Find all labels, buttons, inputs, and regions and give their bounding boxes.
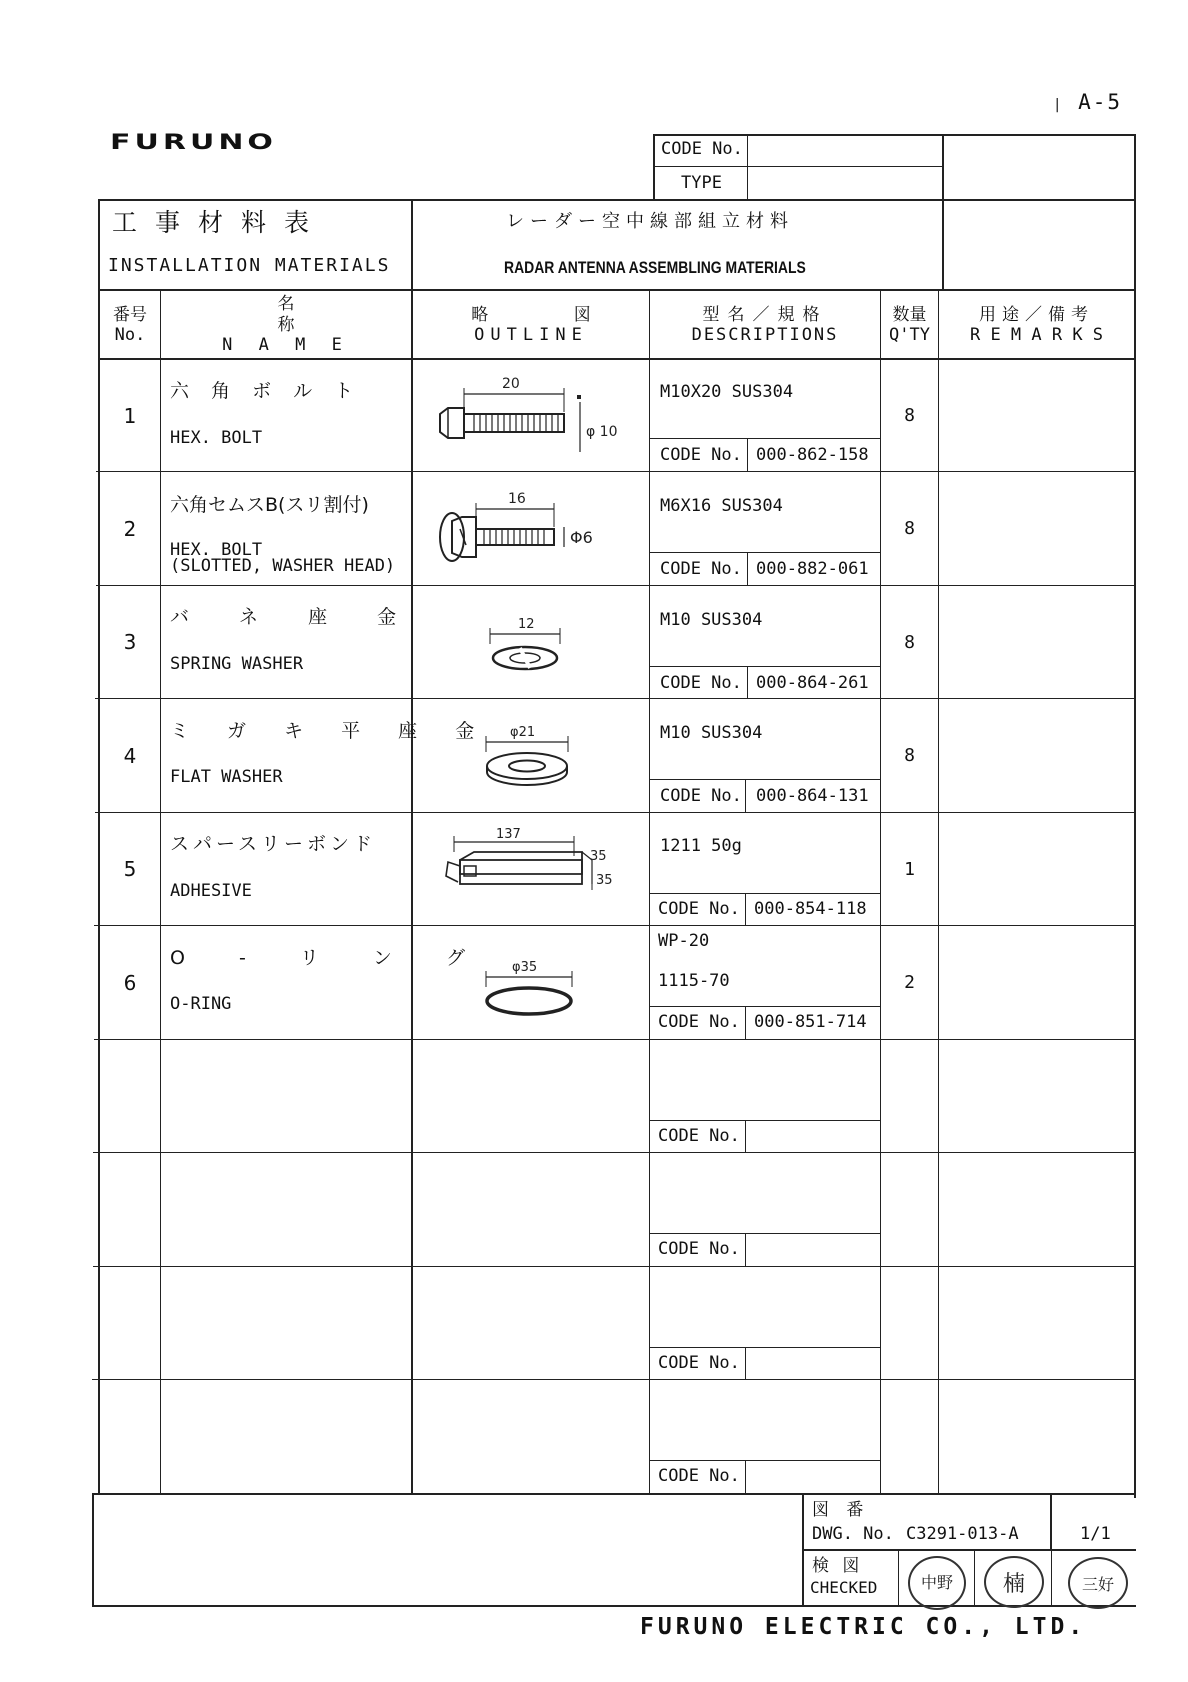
row-number: 3 [123, 630, 137, 654]
page-number: | A-5 [1053, 90, 1123, 114]
item-name-en: ADHESIVE [170, 881, 252, 901]
code-no-label: CODE No. [660, 786, 742, 806]
item-qty: 8 [904, 518, 915, 539]
flat-washer-outline-drawing [480, 722, 590, 792]
dwg-no-label-jp: 図 番 [812, 1500, 870, 1520]
item-description: M10X20 SUS304 [660, 382, 794, 402]
item-code: 000-854-118 [754, 899, 867, 919]
col-header-qty: 数量 Q'TY [889, 304, 930, 345]
item-name-jp: 六 角 ボ ル ト [170, 380, 362, 402]
col-header-remarks: 用途／備考 R E M A R K S [969, 304, 1104, 345]
approval-stamp: 三好 [1068, 1557, 1128, 1609]
o-ring-outline-drawing [480, 955, 590, 1025]
dim-diameter: φ 10 [586, 424, 618, 440]
col-header-no: 番号 No. [113, 304, 147, 345]
item-name-jp: 六角セムスB(スリ割付) [170, 494, 369, 516]
code-no-label: CODE No. [660, 445, 742, 465]
code-no-label: CODE No. [660, 559, 742, 579]
item-name-en: FLAT WASHER [170, 767, 283, 787]
code-no-label: CODE No. [658, 1239, 740, 1259]
dim-height: 35 [596, 873, 613, 888]
col-header-name: 名 称 N A M E [222, 294, 355, 356]
item-name-jp: スパースリーボンド [170, 833, 377, 855]
dim-length: 16 [508, 491, 526, 507]
item-name-jp: バ ネ 座 金 [170, 606, 419, 628]
dim-width: 35 [590, 849, 607, 864]
dim-diameter: φ21 [510, 725, 536, 740]
type-label: TYPE [681, 173, 722, 193]
item-description: M10 SUS304 [660, 610, 763, 630]
subtitle-en: RADAR ANTENNA ASSEMBLING MATERIALS [504, 258, 806, 277]
item-name-jp: O - リ ン グ [170, 947, 489, 969]
item-qty: 8 [904, 745, 915, 766]
item-qty: 8 [904, 631, 915, 653]
item-name-en: HEX. BOLT [170, 428, 263, 448]
dim-diameter: 12 [518, 617, 535, 632]
dwg-no-label: DWG. No. [812, 1524, 894, 1544]
code-no-label: CODE No. [658, 1353, 740, 1373]
item-qty: 1 [904, 858, 915, 880]
item-description-2: 1115-70 [658, 971, 730, 991]
item-code: 000-882-061 [756, 559, 869, 579]
approval-stamp: 楠 [984, 1556, 1044, 1608]
item-qty: 2 [904, 972, 915, 993]
col-header-outline: 略 図 OUTLINE [471, 304, 631, 345]
row-number: 6 [123, 970, 137, 995]
row-number: 5 [123, 857, 137, 881]
furuno-logo: FURUNO [110, 129, 277, 155]
hex-bolt-outline-drawing [430, 372, 630, 462]
sems-bolt-outline-drawing [430, 485, 630, 575]
item-code: 000-864-131 [756, 786, 869, 806]
code-no-label: CODE No. [658, 1466, 740, 1486]
item-name-en: O-RING [170, 994, 232, 1014]
item-name-en: SPRING WASHER [170, 654, 304, 674]
row-number: 2 [123, 516, 137, 541]
item-description: WP-20 [658, 931, 710, 951]
title-jp: 工事材料表 [112, 208, 328, 237]
subtitle-jp: レーダー空中線部組立材料 [506, 211, 794, 232]
code-no-label: CODE No. [658, 1012, 740, 1032]
sheet-number: 1/1 [1080, 1524, 1111, 1544]
code-no-label: CODE No. [658, 899, 740, 919]
code-no-label: CODE No. [660, 673, 742, 693]
code-no-label: CODE No. [658, 1126, 740, 1146]
item-name-jp: ミ ガ キ 平 座 金 [170, 720, 491, 742]
dwg-no-value: C3291-013-A [906, 1524, 1019, 1544]
row-number: 4 [123, 743, 137, 768]
item-name-en-detail: (SLOTTED, WASHER HEAD) [170, 556, 396, 576]
dim-diameter: Φ6 [570, 528, 593, 547]
adhesive-tube-outline-drawing [440, 827, 630, 910]
row-number: 1 [123, 403, 137, 428]
approval-stamp: 中野 [908, 1556, 966, 1610]
item-code: 000-851-714 [754, 1012, 867, 1032]
checked-label-jp: 検 図 [812, 1556, 864, 1576]
checked-label: CHECKED [810, 1578, 878, 1597]
item-qty: 8 [904, 405, 915, 426]
item-code: 000-862-158 [756, 445, 869, 465]
dim-length: 20 [502, 376, 520, 392]
col-header-descriptions: 型名／規格 DESCRIPTIONS [691, 304, 839, 345]
code-no-label: CODE No. [661, 139, 743, 159]
dim-diameter: φ35 [512, 960, 538, 975]
item-description: 1211 50g [660, 836, 742, 856]
spring-washer-outline-drawing [480, 610, 580, 680]
item-code: 000-864-261 [756, 673, 869, 693]
item-name-en: HEX. BOLT [170, 540, 263, 560]
item-description: M6X16 SUS304 [660, 496, 783, 516]
item-description: M10 SUS304 [660, 723, 763, 743]
title-en: INSTALLATION MATERIALS [108, 255, 391, 276]
company-name: FURUNO ELECTRIC CO., LTD. [640, 1614, 1087, 1640]
dim-length: 137 [496, 827, 521, 842]
